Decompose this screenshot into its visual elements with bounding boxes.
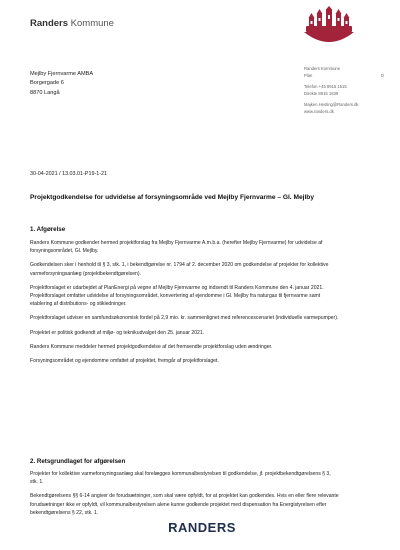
paragraph: Projekter for kollektive varmeforsyningsanlæg skal forelægges kommunalbestyrelsen til godkendelse, jf. projektbekendtgørelsens § 3, stk. 1. (30, 471, 331, 486)
sender-email: Majken.Hesting@Randers.dk (304, 102, 359, 108)
sender-web: www.randers.dk (304, 108, 334, 114)
paragraph: Forsyningsområdet og ejendomme omfattet af projektet, fremgår af projektforslaget. (30, 358, 219, 365)
randers-castle-crest-icon (300, 6, 358, 50)
svg-text:RANDERS: RANDERS (168, 520, 236, 534)
section-heading: 2. Retsgrundlaget for afgørelsen (30, 458, 126, 465)
sender-details (304, 66, 384, 116)
sender-dept: Plan (304, 72, 313, 78)
paragraph: Randers Kommune meddeler hermed projektgodkendelse af det fremsendte projektforslag uden ændringer. (30, 343, 273, 350)
paragraph: Projektet er politisk godkendt af miljø- og teknikudvalget den 25. januar 2021. (30, 329, 205, 336)
recipient-line: Mejlby Fjernvarme AMBA (30, 71, 94, 77)
paragraph: Projektforslaget udviser en samfundsøkonomisk fordel på 2,9 mio. kr. sammenlignet med referencescenariet (individuelle varmepumper). (30, 315, 339, 322)
sender-direct: Direkte 8915 1839 (304, 90, 339, 96)
paragraph: Randers Kommune godkender hermed projektforslag fra Mejlby Fjernvarme A.m.b.a. (herefter Mejlby Fjernvarme) for udvidelse af forsyningsområdet, Gl. Mejlby. (30, 240, 323, 255)
randers-wordmark-icon (162, 520, 242, 534)
recipient-address (30, 70, 93, 98)
date-reference: 30-04-2021 / 13.03.01-P19-1-21 (30, 171, 108, 177)
sender-phone: Telefon +45 8915 1515 (304, 84, 347, 90)
section-heading: 1. Afgørelse (30, 226, 66, 233)
brand-light: Kommune (70, 18, 114, 29)
section-retsgrundlag (30, 457, 340, 523)
section-afgoerelse (30, 225, 340, 371)
paragraph: Godkendelsen sker i henhold til § 3, stk. 1, i bekendtgørelse nr. 1794 af 2. december 2020 om godkendelse af projekter for kollektive varmeforsyningsanlæg (projektbekendtgørelsen). (30, 262, 329, 277)
recipient-line: Borgergade 6 (30, 80, 64, 87)
sender-dept-code: D (380, 72, 384, 78)
recipient-line: 8870 Langå (30, 89, 60, 96)
municipality-name (30, 18, 114, 29)
brand-strong: Randers (30, 18, 69, 29)
sender-org: Randers Kommune (304, 66, 341, 71)
paragraph: Projektforslaget er udarbejdet af PlanEnergi på vegne af Mejlby Fjernvarme og indsendt til Randers Kommune den 4. januar 2021. Projektforslaget omfatter udvidelse af forsyningsområdet, konvertering af ejendomme i Gl. Mejlby fra naturgas til fjernvarme samt etablering af distributions- og stikledninger. (30, 284, 324, 308)
paragraph: Bekendtgørelsens §§ 6-14 angiver de forudsætninger, som skal være opfyldt, for at projektet kan godkendes. Hvis en eller flere relevante forudsætninger ikke er opfyldt, vil kommunalbestyrelsen alene kunne godkende projektet med dispensation fra Energistyrelsen efter bekendtgørelsens § 22, stk. 1. (30, 493, 339, 516)
document-title: Projektgodkendelse for udvidelse af forsyningsområde ved Mejlby Fjernvarme – Gl. Mejlby (30, 194, 314, 201)
